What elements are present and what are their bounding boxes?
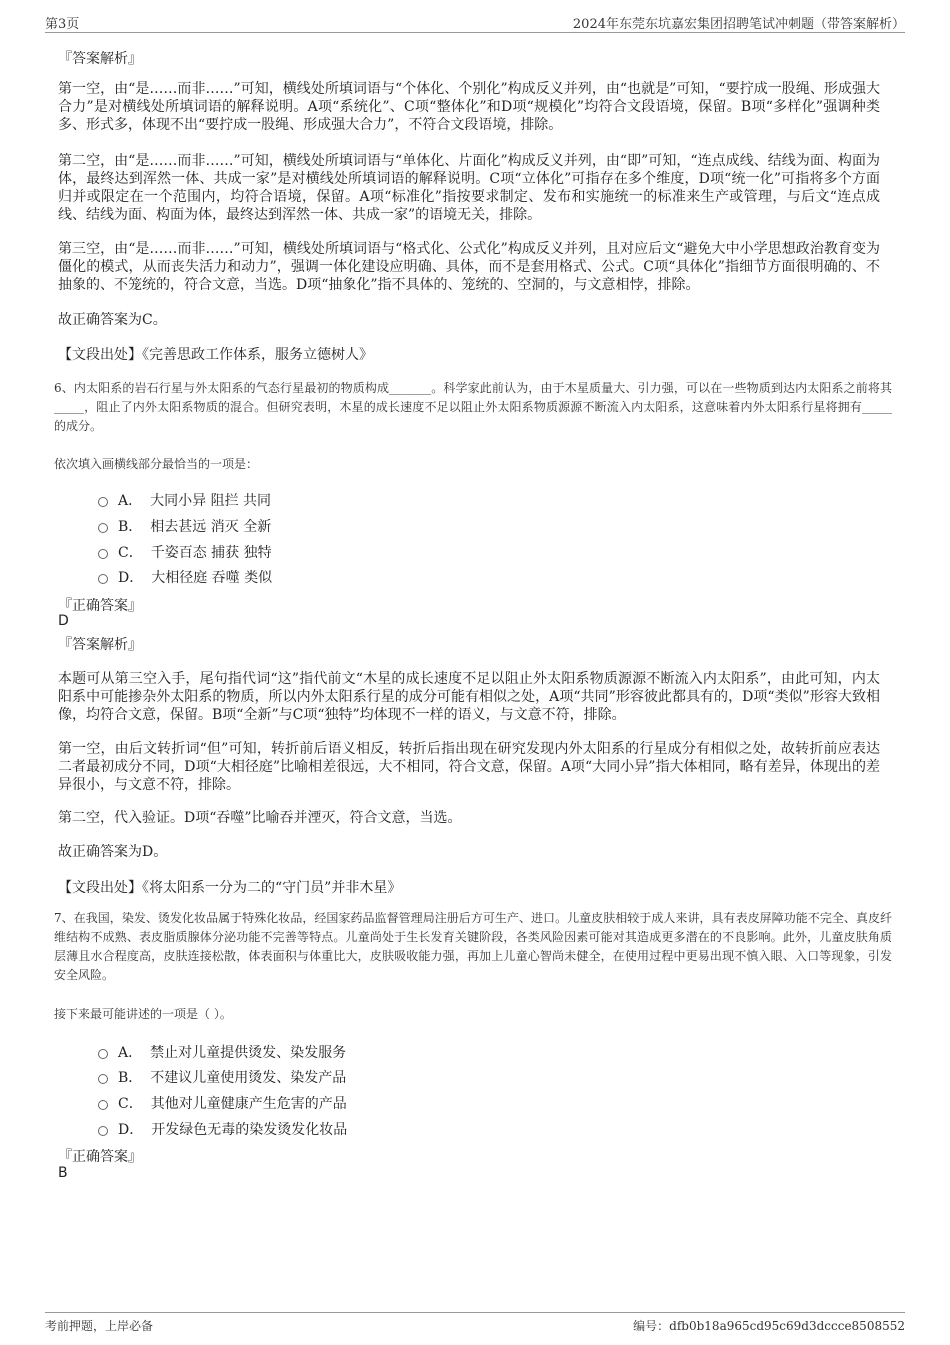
radio-button-icon[interactable] xyxy=(98,1049,108,1059)
q6-source: 【文段出处】《将太阳系一分为二的“守门员”并非木星》 xyxy=(58,880,402,896)
radio-button-icon[interactable] xyxy=(98,523,108,533)
q6-conclusion: 故正确答案为D。 xyxy=(58,844,168,860)
option-text: 相去甚远 消灭 全新 xyxy=(150,519,272,535)
q6-analysis-paragraph-2: 第一空，由后文转折词“但”可知，转折前后语义相反，转折后指出现在研究发现内外太阳系的行星成分有相似之处，故转折前应表达二者最初成分不同，D项“大相径庭”比喻相差很远，大不相同，符合文意，保留。A项“大同小异”指大体相同，略有差异，体现出的差异很小，与文意不符，排除。 xyxy=(58,741,880,793)
option-text: 千姿百态 捕获 独特 xyxy=(150,545,272,561)
option-letter: D． xyxy=(118,570,144,586)
q6-stem: 6、内太阳系的岩石行星与外太阳系的气态行星最初的物质构成_______。科学家此前认为，由于木星质量大、引力强，可以在一些物质到达内太阳系之前将其_____，阻止了内外太阳系物质的混合。但研究表明，木星的成长速度不足以阻止外太阳系物质源源不断流入内太阳系，这意味着内外太阳系行星将拥有_____的成分。 xyxy=(54,381,892,433)
q6-analysis-paragraph-1: 本题可从第三空入手，尾句指代词“这”指代前文“木星的成长速度不足以阻止外太阳系物质源源不断流入内太阳系”，由此可知，内太阳系中可能掺杂外太阳系的物质，所以内外太阳系行星的成分可能有相似之处，A项“共同”形容彼此都具有的，D项“类似”形容大致相像，均符合文意，保留。B项“全新”与C项“独特”均体现不一样的语义，与文意不符，排除。 xyxy=(58,671,880,723)
q6-option-d[interactable] xyxy=(98,567,272,587)
q5-conclusion: 故正确答案为C。 xyxy=(58,312,167,328)
q6-option-b[interactable] xyxy=(98,516,271,536)
q6-answer: D xyxy=(58,613,69,629)
footer-slogan: 考前押题，上岸必备 xyxy=(45,1319,154,1333)
q6-prompt: 依次填入画横线部分最恰当的一项是： xyxy=(54,457,259,471)
q7-option-c[interactable] xyxy=(98,1093,347,1113)
q6-option-c[interactable] xyxy=(98,542,272,562)
option-text: 不建议儿童使用烫发、染发产品 xyxy=(150,1070,347,1086)
option-letter: B． xyxy=(118,1070,143,1086)
document-serial: 编号：dfb0b18a965cd95c69d3dccce8508552 xyxy=(633,1319,905,1333)
q7-answer-label: 『正确答案』 xyxy=(58,1149,142,1165)
q5-source: 【文段出处】《完善思政工作体系，服务立德树人》 xyxy=(58,347,373,363)
option-letter: A． xyxy=(118,1045,143,1061)
q5-analysis-paragraph-2: 第二空，由“是……而非……”可知，横线处所填词语与“单体化、片面化”构成反义并列，由“即”可知，“连点成线、结线为面、构面为体，最终达到浑然一体、共成一家”是对横线处所填词语的解释说明。C项“立体化”可指存在多个维度，D项“统一化”可指将多个方面归并或限定在一个范围内，均符合语境，保留。A项“标准化”指按要求制定、发布和实施统一的标准来生产或管理，与后文“连点成线、结线为面、构面为体，最终达到浑然一体、共成一家”的语境无关，排除。 xyxy=(58,153,880,223)
q7-option-b[interactable] xyxy=(98,1067,346,1087)
radio-button-icon[interactable] xyxy=(98,574,108,584)
option-text: 其他对儿童健康产生危害的产品 xyxy=(150,1096,347,1112)
option-letter: B． xyxy=(118,519,143,535)
radio-button-icon[interactable] xyxy=(98,549,108,559)
document-title: 2024年东莞东坑嘉宏集团招聘笔试冲刺题（带答案解析） xyxy=(572,17,905,32)
option-text: 开发绿色无毒的染发烫发化妆品 xyxy=(151,1122,348,1138)
q7-stem: 7、在我国，染发、烫发化妆品属于特殊化妆品，经国家药品监督管理局注册后方可生产、进口。儿童皮肤相较于成人来讲，具有表皮屏障功能不完全、真皮纤维结构不成熟、表皮脂质腺体分泌功能不完善等特点。儿童尚处于生长发育关键阶段，各类风险因素可能对其造成更多潜在的不良影响。此外，儿童皮肤角质层薄且水合程度高，皮肤连接松散，体表面积与体重比大，皮肤吸收能力强，再加上儿童心智尚未健全，在使用过程中更易出现不慎入眼、入口等现象，引发安全风险。 xyxy=(54,911,892,982)
q7-option-a[interactable] xyxy=(98,1042,346,1062)
option-letter: C． xyxy=(118,545,143,561)
q7-answer: B xyxy=(58,1165,68,1181)
radio-button-icon[interactable] xyxy=(98,1074,108,1084)
q5-analysis-paragraph-3: 第三空，由“是……而非……”可知，横线处所填词语与“格式化、公式化”构成反义并列，且对应后文“避免大中小学思想政治教育变为僵化的模式，从而丧失活力和动力”，强调一体化建设应明确、具体，而不是套用格式、公式。C项“具体化”指细节方面很明确的、不抽象的、不笼统的，符合文意，当选。D项“抽象化”指不具体的、笼统的、空洞的，与文意相悖，排除。 xyxy=(58,241,880,293)
page-header xyxy=(45,10,905,33)
q6-option-a[interactable] xyxy=(98,490,271,510)
radio-button-icon[interactable] xyxy=(98,1126,108,1136)
radio-button-icon[interactable] xyxy=(98,497,108,507)
option-letter: C． xyxy=(118,1096,143,1112)
q7-prompt: 接下来最可能讲述的一项是（ ）。 xyxy=(54,1007,232,1021)
option-text: 大相径庭 吞噬 类似 xyxy=(151,570,273,586)
q7-option-d[interactable] xyxy=(98,1119,347,1139)
page-footer xyxy=(45,1312,905,1337)
option-text: 大同小异 阻拦 共同 xyxy=(150,493,272,509)
option-letter: D． xyxy=(118,1122,144,1138)
q6-analysis-paragraph-3: 第二空，代入验证。D项“吞噬”比喻吞并湮灭，符合文意，当选。 xyxy=(58,810,462,826)
option-letter: A． xyxy=(118,493,143,509)
q6-answer-label: 『正确答案』 xyxy=(58,598,142,614)
option-text: 禁止对儿童提供烫发、染发服务 xyxy=(150,1045,347,1061)
page-number: 第3页 xyxy=(45,17,80,32)
radio-button-icon[interactable] xyxy=(98,1100,108,1110)
q5-analysis-paragraph-1: 第一空，由“是……而非……”可知，横线处所填词语与“个体化、个别化”构成反义并列，由“也就是”可知，“要拧成一股绳、形成强大合力”是对横线处所填词语的解释说明。A项“系统化”、C项“整体化”和D项“规模化”均符合文段语境，保留。B项“多样化”强调种类多、形式多，体现不出“要拧成一股绳、形成强大合力”，不符合文段语境，排除。 xyxy=(58,81,880,133)
q6-analysis-label: 『答案解析』 xyxy=(58,637,142,653)
q5-analysis-label: 『答案解析』 xyxy=(58,51,142,67)
